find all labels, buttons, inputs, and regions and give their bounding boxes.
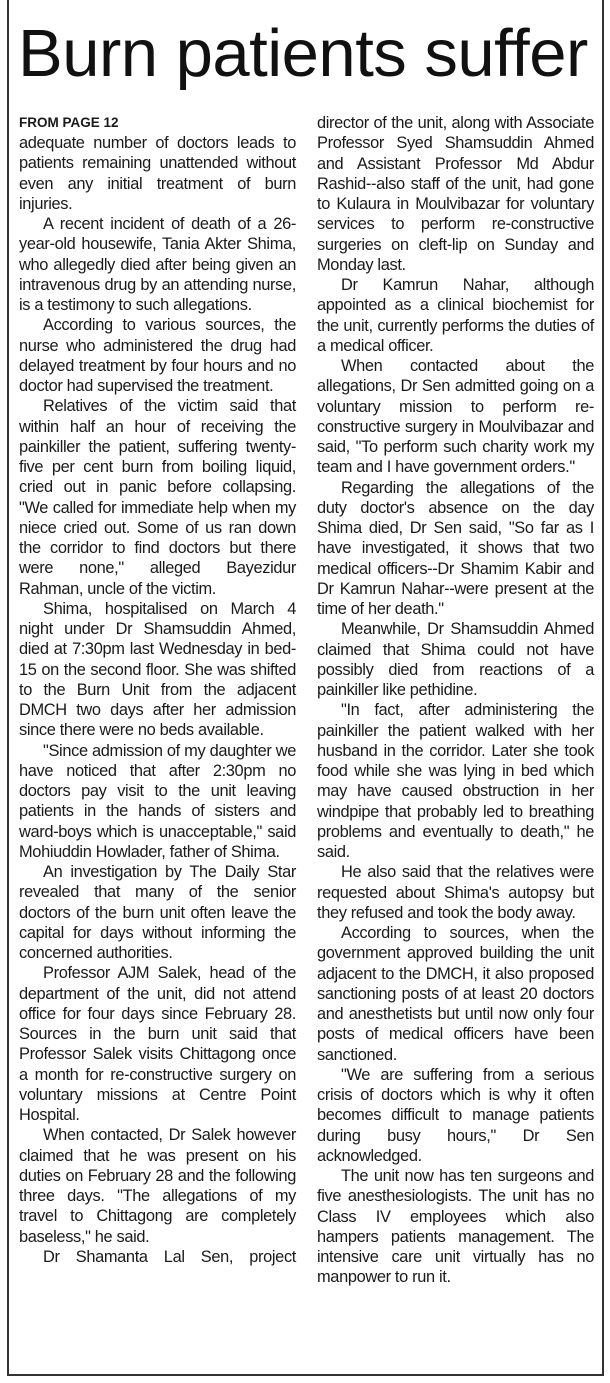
paragraph: "In fact, after administering the painkiller the patient walked with her husband in the corridor. Later she took food while she was lying in bed which may have caused obstruction in her windpipe that probably led to breathing problems and eventually to death," he said.	[317, 701, 594, 861]
paragraph: director of the unit, along with Associate Professor Syed Shamsuddin Ahmed and Assistant Professor Md Abdur Rashid--also staff of the unit, had gone to Kulaura in Moulvibazar for voluntary services to perform re-constructive surgeries on cleft-lip on Sunday and Monday last.	[317, 114, 594, 274]
bottom-border-rule	[7, 1374, 604, 1376]
paragraph: According to sources, when the government approved building the unit adjacent to the DMCH, it also proposed sanctioning posts of at least 20 doctors and anesthetists but until now only four posts of medical officers have been sanctioned.	[317, 924, 594, 1064]
headline: Burn patients suffer	[18, 16, 588, 91]
paragraph: Professor AJM Salek, head of the department of the unit, did not attend office for four days since February 28. Sources in the burn unit said that Professor Salek visits Chittagong once a month for re-constructive surgery on voluntary missions at Centre Point Hospital.	[19, 964, 296, 1124]
paragraph: An investigation by The Daily Star revealed that many of the senior doctors of the burn unit often leave the capital for days without informing the concerned authorities.	[19, 863, 296, 962]
paragraph: Relatives of the victim said that within half an hour of receiving the painkiller the patient, suffering twenty-five per cent burn from boiling liquid, cried out in panic before collapsing. "We called for immediate help when my niece cried out. Some of us ran down the corridor to find doctors but there were none," alleged Bayezidur Rahman, uncle of the victim.	[19, 397, 296, 598]
article-column-left	[19, 113, 296, 1267]
paragraph: Meanwhile, Dr Shamsuddin Ahmed claimed that Shima could not have possibly died from reactions of a painkiller like pethidine.	[317, 620, 594, 699]
paragraph: "Since admission of my daughter we have noticed that after 2:30pm no doctors pay visit to the unit leaving patients in the hands of sisters and ward-boys which is unacceptable," said Mohiuddin Howlader, father of Shima.	[19, 741, 296, 861]
paragraph: Regarding the allegations of the duty doctor's absence on the day Shima died, Dr Sen said, "So far as I have investigated, it shows that two medical officers--Dr Shamim Kabir and Dr Kamrun Nahar--were present at the time of her death."	[317, 478, 594, 618]
paragraph: He also said that the relatives were requested about Shima's autopsy but they refused and took the body away.	[317, 863, 594, 922]
paragraph: adequate number of doctors leads to patients remaining unattended without even any initial treatment of burn injuries.	[19, 134, 296, 213]
left-border-rule	[7, 0, 9, 1375]
paragraph: According to various sources, the nurse who administered the drug had delayed treatment by four hours and no doctor had supervised the treatment.	[19, 316, 296, 395]
paragraph: Dr Kamrun Nahar, although appointed as a clinical biochemist for the unit, currently performs the duties of a medical officer.	[317, 276, 594, 355]
paragraph: "We are suffering from a serious crisis of doctors which is why it often becomes difficult to manage patients during busy hours," Dr Sen acknowledged.	[317, 1065, 594, 1165]
paragraph: A recent incident of death of a 26-year-old housewife, Tania Akter Shima, who allegedly died after being given an intravenous drug by an attending nurse, is a testimony to such allegations.	[19, 215, 296, 314]
paragraph: When contacted, Dr Salek however claimed that he was present on his duties on February 28 and the following three days. "The allegations of my travel to Chittagong are completely baseless," he said.	[19, 1126, 296, 1246]
continuation-kicker: FROM PAGE 12	[19, 115, 119, 130]
paragraph: Dr Shamanta Lal Sen, project	[43, 1247, 296, 1266]
article-column-right	[317, 113, 594, 1288]
paragraph: The unit now has ten surgeons and five anesthesiologists. The unit has no Class IV employees which also hampers patients management. The intensive care unit virtually has no manpower to run it.	[317, 1167, 594, 1287]
paragraph: When contacted about the allegations, Dr Sen admitted going on a voluntary mission to perform re-constructive surgery in Moulvibazar and said, "To perform such charity work my team and I have government orders."	[317, 357, 594, 477]
right-border-rule	[602, 0, 604, 1375]
paragraph: Shima, hospitalised on March 4 night under Dr Shamsuddin Ahmed, died at 7:30pm last Wednesday in bed-15 on the second floor. She was shifted to the Burn Unit from the adjacent DMCH two days after her admission since there were no beds available.	[19, 599, 296, 740]
